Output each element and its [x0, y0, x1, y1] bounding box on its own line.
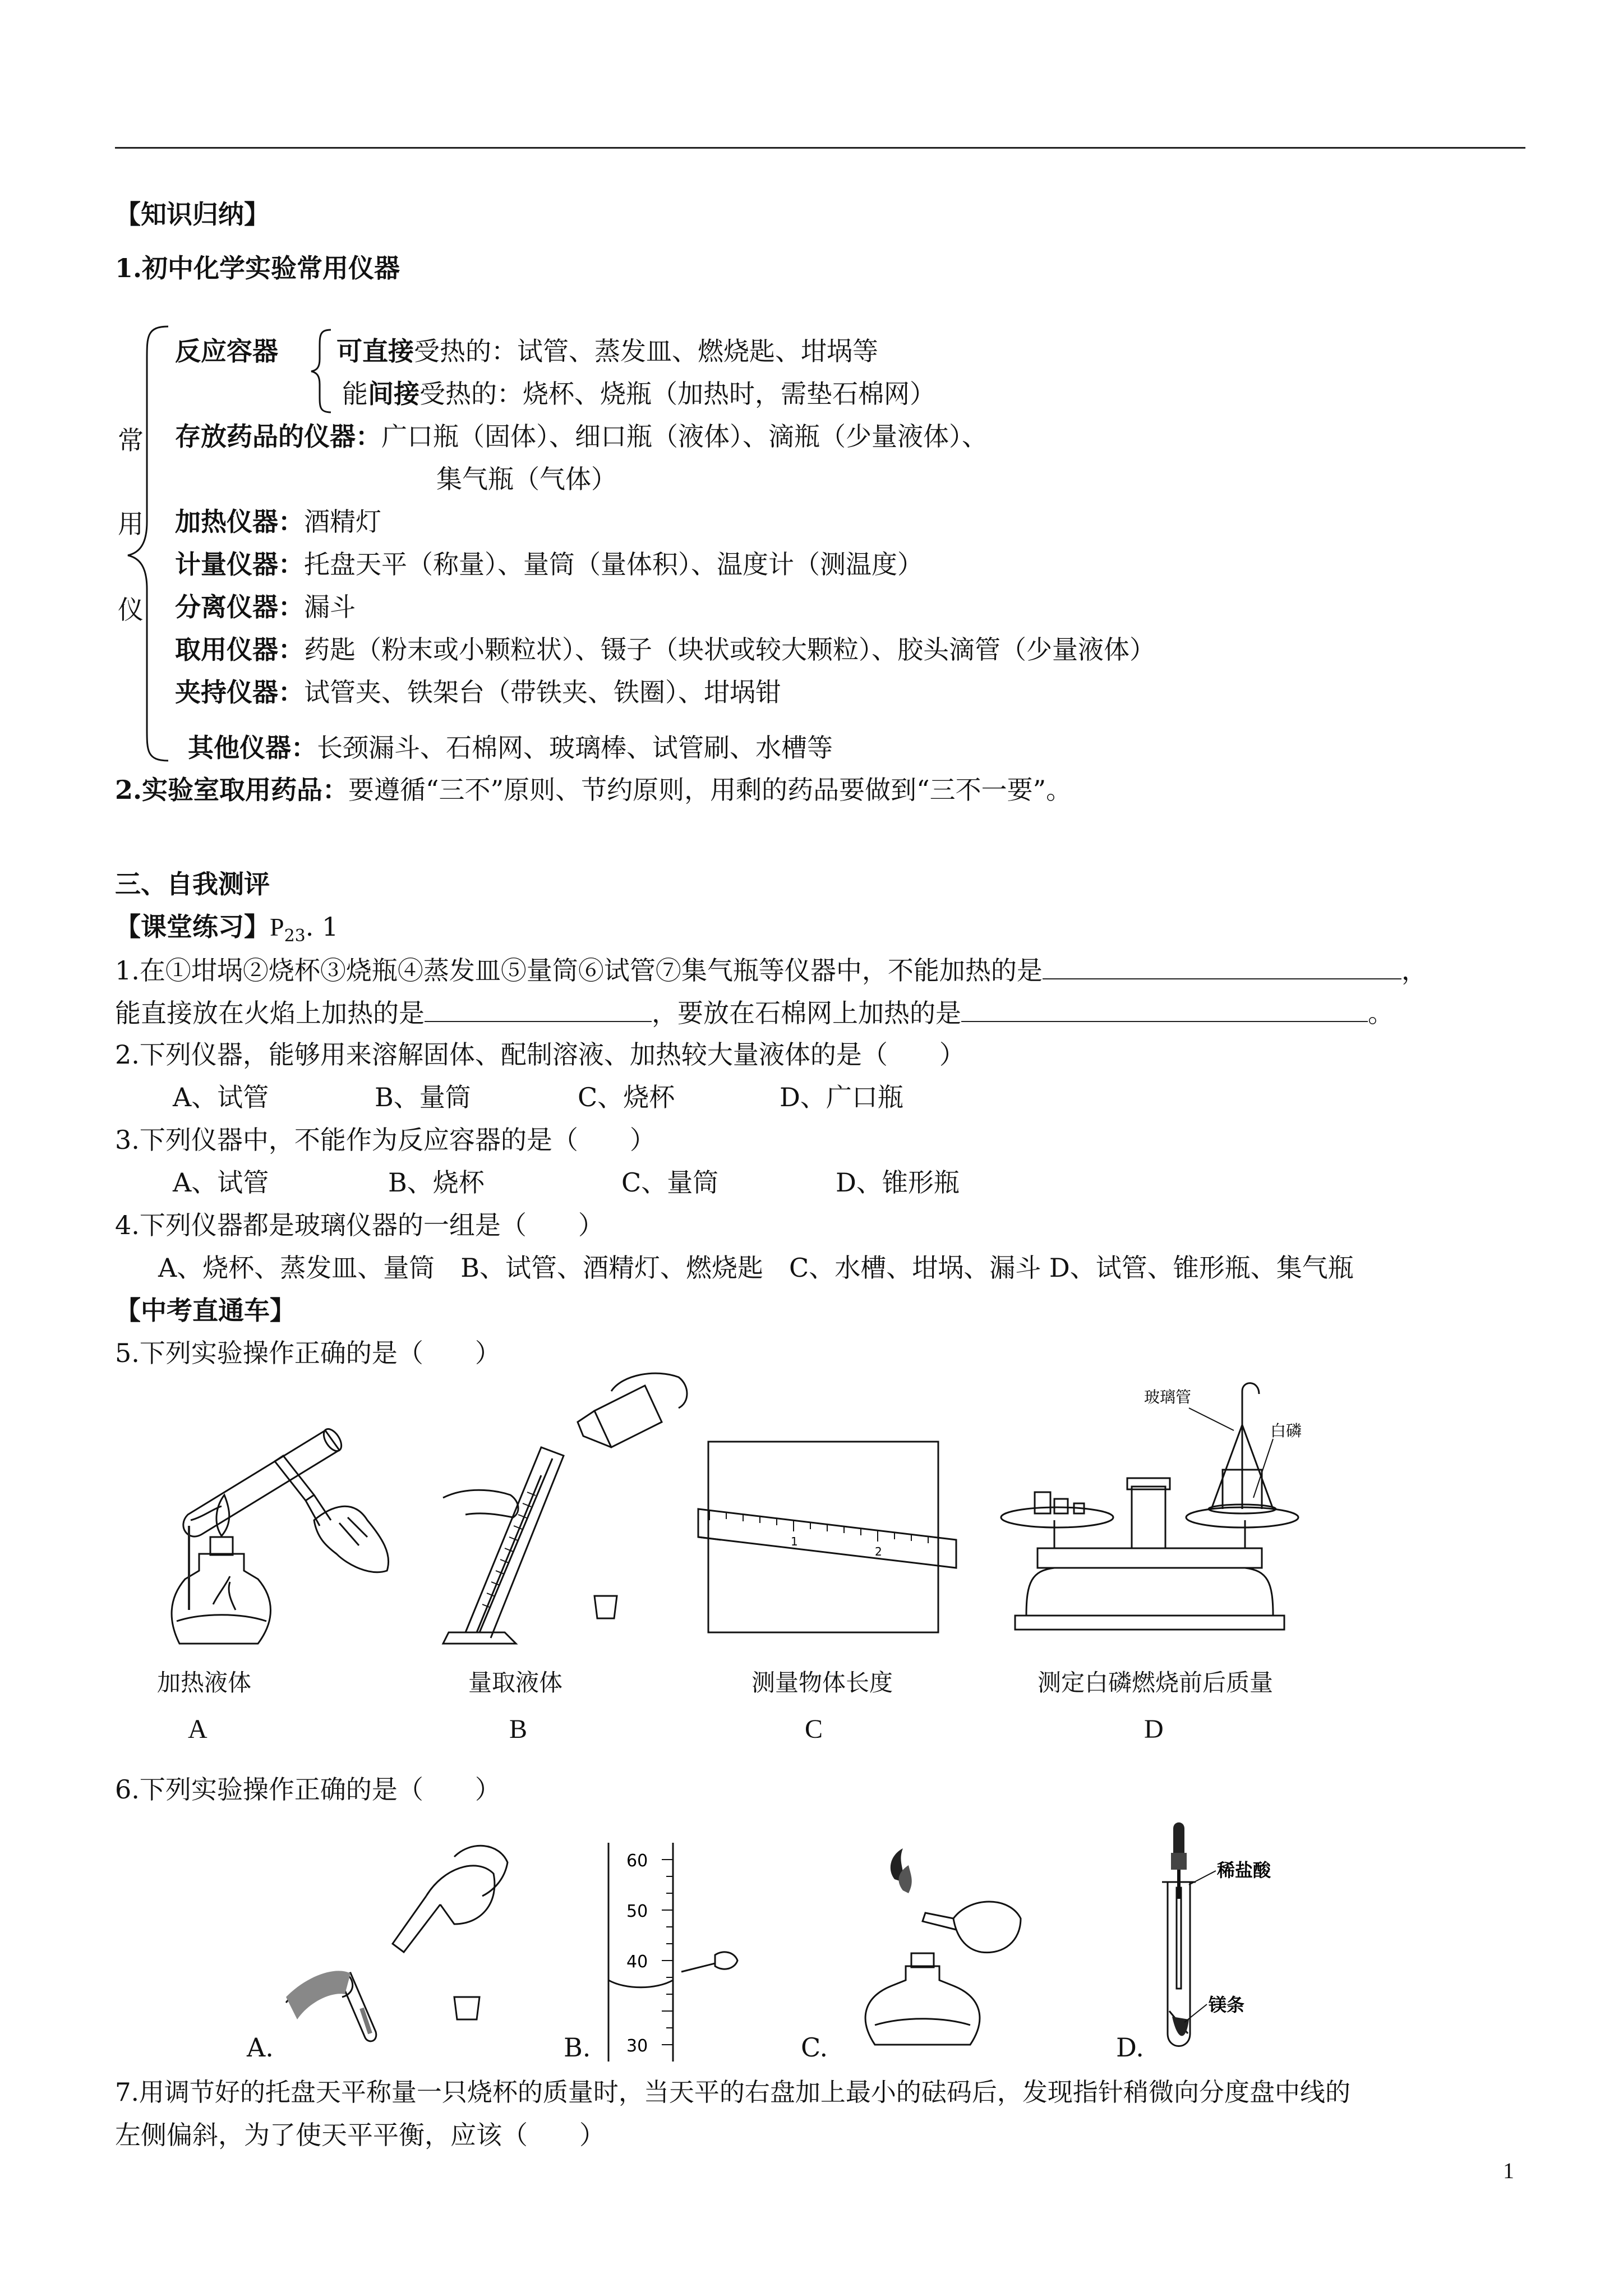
q2-option-b[interactable]: B、量筒: [375, 1082, 471, 1112]
row-measuring: [175, 547, 923, 581]
practice-line: [115, 910, 338, 953]
row-text: 试管夹、铁架台（带铁夹、铁圈）、坩埚钳: [304, 677, 781, 707]
q1-end: 。: [1368, 998, 1394, 1028]
practice-ref-sub: 23: [284, 926, 306, 946]
cylinder-reading-figure: [603, 1843, 782, 2062]
row-label: 加热仪器：: [175, 507, 304, 537]
section-heading: 【知识归纳】: [115, 199, 270, 229]
q2-option-a[interactable]: A、试管: [173, 1082, 269, 1112]
q4: 4.下列仪器都是玻璃仪器的一组是（ ）: [115, 1210, 604, 1240]
direct-text: 受热的：试管、蒸发皿、燃烧匙、坩埚等: [414, 336, 878, 366]
q1-line1: [115, 953, 1427, 987]
row-text: 长颈漏斗、石棉网、玻璃棒、试管刷、水槽等: [317, 733, 833, 763]
measuring-liquid-figure: [443, 1369, 701, 1655]
pouring-figure: [286, 1834, 510, 2047]
q3-option-d[interactable]: D、锥形瓶: [836, 1167, 960, 1198]
s2-text: 要遵循“三不”原则、节约原则，用剩的药品要做到“三不一要”。: [348, 775, 1072, 805]
row-holding: [175, 675, 781, 709]
indirect-text: 受热的：烧杯、烧瓶（加热时，需垫石棉网）: [419, 379, 935, 409]
q1-text-2b: ，要放在石棉网上加热的是: [652, 998, 961, 1028]
lighting-lamp-figure: [841, 1846, 1032, 2053]
q2-option-c[interactable]: C、烧杯: [578, 1082, 675, 1112]
row-label: 其他仪器：: [188, 733, 317, 763]
practice-label: 【课堂练习】: [115, 912, 270, 942]
direct-bold: 可直接: [336, 336, 414, 366]
practice-ref: P: [270, 913, 284, 941]
s2-label: 2.实验室取用药品：: [115, 775, 349, 805]
label-magnesium: 镁条: [1209, 1994, 1245, 2016]
self-test-heading: 三、自我测评: [115, 869, 270, 899]
q1-blank-2[interactable]: [425, 995, 652, 1022]
q6: 6.下列实验操作正确的是（ ）: [115, 1774, 501, 1805]
q5-caption-b: 量取液体: [468, 1669, 563, 1696]
row-label: 计量仪器：: [175, 549, 304, 579]
storage-label: 存放药品的仪器：: [175, 421, 381, 452]
storage-text2: 集气瓶（气体）: [436, 464, 617, 494]
side-char-3: 仪: [118, 595, 144, 625]
reaction-indirect: [342, 377, 935, 411]
q1-text: 1.在①坩埚②烧杯③烧瓶④蒸发皿⑤量筒⑥试管⑦集气瓶等仪器中，不能加热的是: [115, 955, 1043, 986]
q6-letter-a[interactable]: A.: [247, 2032, 274, 2063]
q5-letter-c[interactable]: C: [805, 1714, 823, 1744]
indirect-bold: 间接: [368, 379, 419, 409]
q5: 5.下列实验操作正确的是（ ）: [115, 1338, 501, 1368]
reaction-direct: [336, 334, 878, 368]
side-char-1: 常: [118, 425, 144, 455]
q7-line1: 7.用调节好的托盘天平称量一只烧杯的质量时，当天平的右盘加上最小的砝码后，发现指针稍微向分度盘中线的: [115, 2077, 1350, 2107]
row-text: 药匙（粉末或小颗粒状）、镊子（块状或较大颗粒）、胶头滴管（少量液体）: [304, 634, 1155, 665]
label-dilute-hcl: 稀盐酸: [1217, 1860, 1271, 1881]
q5-caption-d: 测定白磷燃烧前后质量: [1038, 1669, 1274, 1696]
label-glass-tube: 玻璃管: [1144, 1388, 1192, 1406]
exam-heading: 【中考直通车】: [115, 1295, 296, 1326]
heating-liquid-figure: [146, 1386, 404, 1649]
row-text: 漏斗: [304, 592, 356, 622]
page-number: 1: [1503, 2158, 1514, 2183]
q5-letter-b[interactable]: B: [509, 1714, 528, 1744]
row-label: 分离仪器：: [175, 592, 304, 622]
q5-caption-c: 测量物体长度: [751, 1669, 893, 1696]
scale-40: 40: [626, 1952, 648, 1972]
q2: 2.下列仪器，能够用来溶解固体、配制溶液、加热较大量液体的是（ ）: [115, 1039, 965, 1070]
row-other: [188, 731, 833, 765]
q3-option-a[interactable]: A、试管: [173, 1167, 269, 1198]
q2-option-d[interactable]: D、广口瓶: [780, 1082, 903, 1112]
q5-letter-a[interactable]: A: [188, 1714, 208, 1744]
row-text: 酒精灯: [304, 507, 381, 537]
section-2: [115, 773, 1072, 807]
side-char-2: 用: [118, 509, 144, 539]
storage-text1: 广口瓶（固体）、细口瓶（液体）、滴瓶（少量液体）、: [381, 421, 988, 452]
row-heating: [175, 505, 381, 539]
ruler-mark-1: 1: [791, 1535, 798, 1548]
q6-letter-d[interactable]: D.: [1116, 2032, 1144, 2063]
q6-letter-c[interactable]: C.: [801, 2032, 828, 2063]
q5-letter-d[interactable]: D: [1144, 1714, 1164, 1744]
indirect-pre: 能: [342, 379, 368, 409]
q5-caption-a: 加热液体: [157, 1669, 252, 1696]
q1-blank-1[interactable]: [1043, 953, 1401, 979]
ruler-mark-2: 2: [875, 1545, 882, 1558]
label-white-phosphorus: 白磷: [1270, 1421, 1302, 1440]
storage-row: [175, 420, 988, 453]
q7-line2: 左侧偏斜，为了使天平平衡，应该（ ）: [115, 2120, 605, 2150]
q1-text-2a: 能直接放在火焰上加热的是: [115, 998, 425, 1028]
q3-option-b[interactable]: B、烧杯: [388, 1167, 485, 1198]
measuring-length-figure: [698, 1442, 962, 1638]
scale-60: 60: [626, 1851, 648, 1871]
q3: 3.下列仪器中，不能作为反应容器的是（ ）: [115, 1125, 656, 1155]
practice-ref-tail: . 1: [305, 912, 339, 942]
row-text: 托盘天平（称量）、量筒（量体积）、温度计（测温度）: [304, 549, 923, 579]
q4-options[interactable]: A、烧杯、蒸发皿、量筒 B、试管、酒精灯、燃烧匙 C、水槽、坩埚、漏斗 D、试管、锥形瓶、集气瓶: [158, 1253, 1354, 1283]
scale-30: 30: [626, 2036, 648, 2056]
scale-50: 50: [626, 1902, 648, 1921]
q3-option-c[interactable]: C、量筒: [621, 1167, 719, 1198]
dropper-figure: [1144, 1820, 1301, 2056]
balance-figure: [998, 1369, 1301, 1649]
row-label: 夹持仪器：: [175, 677, 304, 707]
q1-comma: ，: [1401, 955, 1427, 986]
subsection-title: 1.初中化学实验常用仪器: [115, 253, 400, 283]
row-label: 取用仪器：: [175, 634, 304, 665]
q1-line2: [115, 995, 1394, 1030]
q1-blank-3[interactable]: [961, 995, 1368, 1022]
reaction-label: 反应容器: [175, 336, 278, 366]
row-separation: [175, 590, 356, 624]
q6-letter-b[interactable]: B.: [564, 2032, 591, 2063]
row-taking: [175, 633, 1155, 666]
